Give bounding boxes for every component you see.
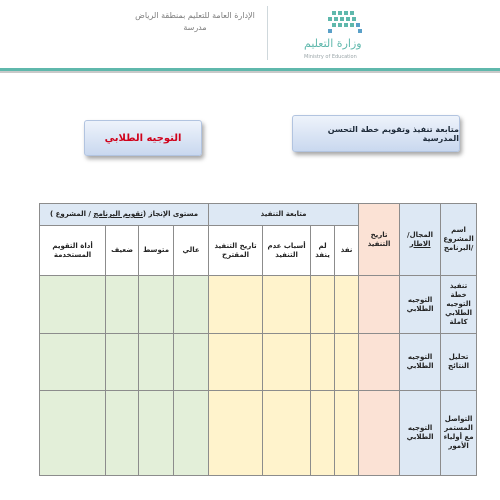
row-project: تحليل النتائج bbox=[441, 334, 477, 391]
header-proposed-line1: تاريخ التنفيذ bbox=[214, 241, 257, 250]
cell-high[interactable] bbox=[174, 276, 209, 334]
administration-line: الإدارة العامة للتعليم بمنطقة الرياض bbox=[135, 11, 255, 20]
cell-medium[interactable] bbox=[139, 276, 174, 334]
ministry-logo-icon bbox=[288, 5, 488, 63]
table-row bbox=[40, 334, 477, 391]
cell-proposed-date[interactable] bbox=[209, 276, 263, 334]
header-reasons-line2: التنفيذ bbox=[275, 250, 298, 259]
header-eval-tool: أداة التقويم المستخدمة bbox=[40, 226, 106, 276]
cell-exec-date[interactable] bbox=[359, 334, 400, 391]
cell-done[interactable] bbox=[335, 276, 359, 334]
cell-reasons[interactable] bbox=[263, 391, 311, 476]
cell-reasons[interactable] bbox=[263, 276, 311, 334]
cell-not-done[interactable] bbox=[311, 391, 335, 476]
header-field-line1: المجال/ bbox=[407, 230, 434, 239]
header-proposed-line2: المقترح bbox=[222, 250, 250, 259]
page-title: متابعة تنفيذ وتقويم خطة التحسن المدرسية bbox=[292, 115, 460, 152]
cell-not-done[interactable] bbox=[311, 276, 335, 334]
followup-table bbox=[39, 203, 477, 476]
header-not-done-line1: لم bbox=[318, 241, 327, 250]
cell-eval-tool[interactable] bbox=[40, 334, 106, 391]
cell-exec-date[interactable] bbox=[359, 391, 400, 476]
header-project-line2: /البرنامج bbox=[443, 244, 474, 252]
header-follow-up: متابعة التنفيذ bbox=[209, 204, 359, 226]
header-project bbox=[441, 204, 477, 276]
ministry-logo-area bbox=[258, 0, 500, 68]
header-proposed-date bbox=[209, 226, 263, 276]
cell-weak[interactable] bbox=[106, 334, 139, 391]
cell-proposed-date[interactable] bbox=[209, 391, 263, 476]
ministry-name: وزارة التعليم bbox=[304, 37, 362, 50]
cell-weak[interactable] bbox=[106, 276, 139, 334]
row-project: تنفيذ خطة التوجيه الطلابي كاملة bbox=[441, 276, 477, 334]
header-not-done bbox=[311, 226, 335, 276]
cell-reasons[interactable] bbox=[263, 334, 311, 391]
header-field-line2: الاطار bbox=[409, 239, 431, 248]
header-divider bbox=[267, 6, 268, 60]
cell-done[interactable] bbox=[335, 334, 359, 391]
table-row bbox=[40, 391, 477, 476]
header-weak: ضعيف bbox=[106, 226, 139, 276]
header-high: عالي bbox=[174, 226, 209, 276]
header-project-line1: اسم المشروع bbox=[443, 226, 474, 243]
row-field: التوجيه الطلابي bbox=[400, 391, 441, 476]
cell-not-done[interactable] bbox=[311, 334, 335, 391]
cell-done[interactable] bbox=[335, 391, 359, 476]
section-title: التوجيه الطلابي bbox=[84, 120, 202, 156]
row-project: التواصل المستمر مع أولياء الأمور bbox=[441, 391, 477, 476]
header-level-part1: مستوى الإنجاز ( bbox=[142, 210, 199, 218]
header-field bbox=[400, 204, 441, 276]
cell-weak[interactable] bbox=[106, 391, 139, 476]
header-level-part3: / المشروع ) bbox=[50, 210, 94, 218]
cell-medium[interactable] bbox=[139, 334, 174, 391]
table-row bbox=[40, 276, 477, 334]
header-done: نفذ bbox=[335, 226, 359, 276]
cell-exec-date[interactable] bbox=[359, 276, 400, 334]
cell-high[interactable] bbox=[174, 334, 209, 391]
cell-high[interactable] bbox=[174, 391, 209, 476]
header-reasons bbox=[263, 226, 311, 276]
header-medium: متوسط bbox=[139, 226, 174, 276]
header-level-part2: تقويم البرنامج bbox=[93, 210, 143, 218]
cell-eval-tool[interactable] bbox=[40, 276, 106, 334]
header-exec-date: تاريخ التنفيذ bbox=[359, 204, 400, 276]
row-field: التوجيه الطلابي bbox=[400, 334, 441, 391]
header-not-done-line2: ينفذ bbox=[315, 250, 330, 259]
header-grey-line bbox=[0, 71, 500, 73]
administration-block bbox=[130, 10, 260, 34]
row-field: التوجيه الطلابي bbox=[400, 276, 441, 334]
header-reasons-line1: أسباب عدم bbox=[267, 241, 306, 250]
cell-eval-tool[interactable] bbox=[40, 391, 106, 476]
ministry-name-en: Ministry of Education bbox=[304, 54, 357, 60]
school-line: مدرسة bbox=[183, 23, 207, 32]
cell-medium[interactable] bbox=[139, 391, 174, 476]
cell-proposed-date[interactable] bbox=[209, 334, 263, 391]
header-achievement-level bbox=[40, 204, 209, 226]
